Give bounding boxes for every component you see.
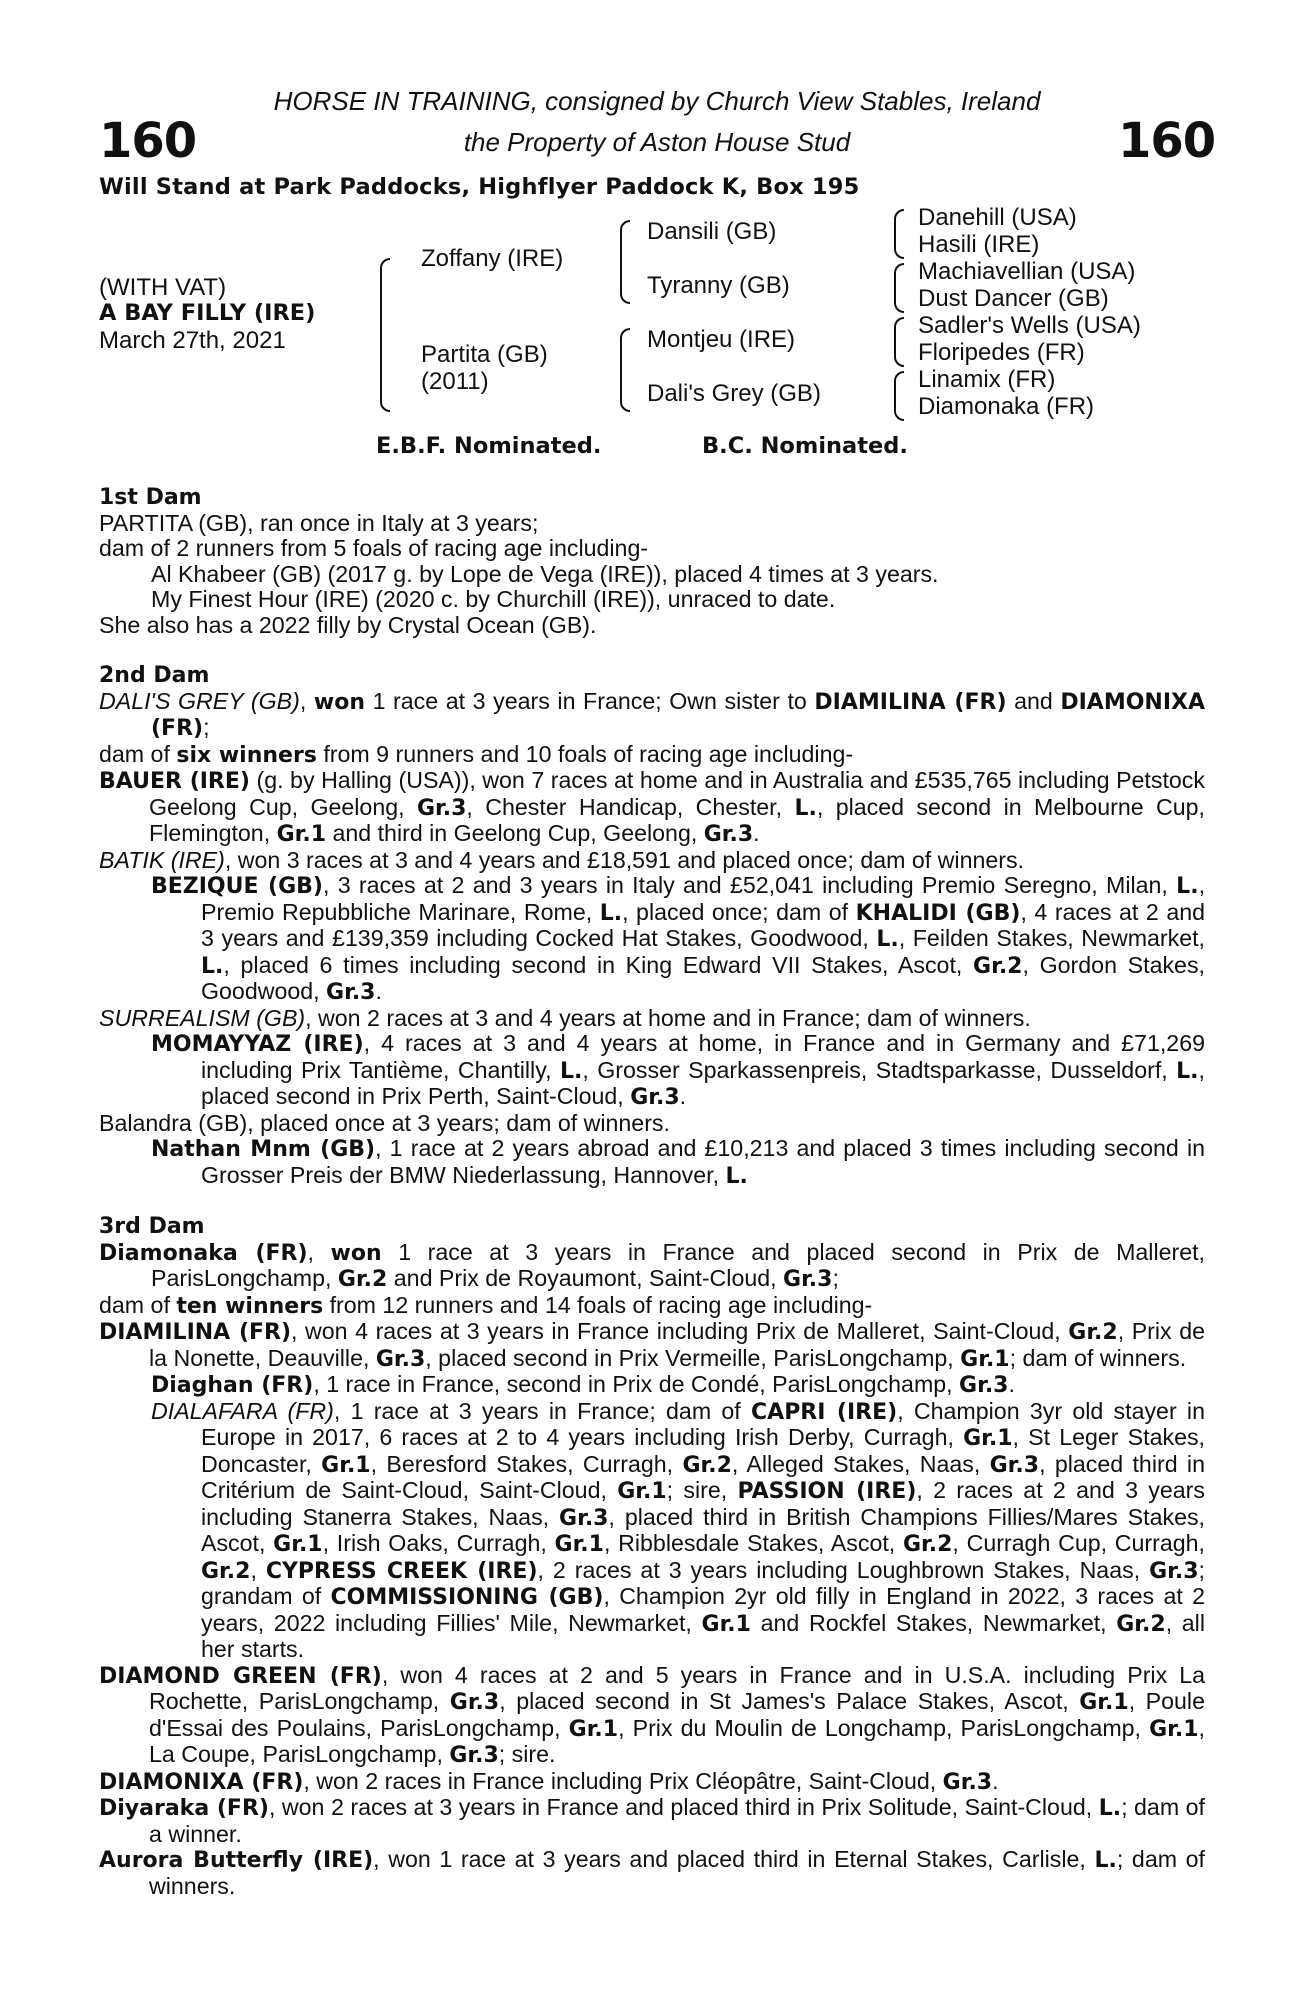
produce-diamilina: DIAMILINA (FR), won 4 races at 3 years in France including Prix de Malleret, Saint-Cloud, Gr.2, Prix de la Nonette, Deauville, Gr.3, placed second in Prix Vermeille, ParisLongchamp, Gr.1; dam of winners. — [99, 1318, 1205, 1372]
first-dam-produce-item: Al Khabeer (GB) (2017 g. by Lope de Vega (IRE)), placed 4 times at 3 years. — [151, 560, 939, 587]
pedigree-brace-g3-1 — [894, 209, 904, 259]
produce-balandra: Balandra (GB), placed once at 3 years; dam of winners. — [99, 1109, 670, 1136]
first-dam-heading: 1st Dam — [99, 485, 202, 510]
lot-number-right: 160 — [1118, 113, 1216, 169]
first-dam-produce-item: My Finest Hour (IRE) (2020 c. by Churchill (IRE)), unraced to date. — [151, 586, 836, 612]
produce-batik: BATIK (IRE), won 3 races at 3 and 4 years and £18,591 and placed once; dam of winners. — [99, 846, 1025, 873]
sire-dam: Tyranny (GB) — [647, 272, 790, 299]
third-dam-produce-summary: dam of ten winners from 12 runners and 14 foals of racing age including- — [99, 1291, 873, 1319]
lot-number-left: 160 — [99, 113, 197, 169]
ancestor-dust-dancer: Dust Dancer (GB) — [918, 285, 1109, 312]
ancestor-floripedes: Floripedes (FR) — [918, 339, 1085, 366]
dam-dam: Dali's Grey (GB) — [647, 380, 821, 407]
produce-surrealism: SURREALISM (GB), won 2 races at 3 and 4 years at home and in France; dam of winners. — [99, 1004, 1031, 1031]
consignor-line: HORSE IN TRAINING, consigned by Church View Stables, Ireland — [273, 86, 1041, 116]
ancestor-sadlers-wells: Sadler's Wells (USA) — [918, 312, 1141, 339]
third-dam-heading: 3rd Dam — [99, 1214, 205, 1239]
second-dam-produce-summary: dam of six winners from 9 runners and 10 foals of racing age including- — [99, 740, 854, 768]
pedigree-brace-gen1 — [380, 258, 390, 412]
pedigree-brace-g3-2 — [894, 263, 904, 313]
dam-name: Partita (GB) — [421, 341, 548, 368]
horse-name: A BAY FILLY (IRE) — [99, 300, 316, 326]
ebf-nomination: E.B.F. Nominated. — [376, 433, 602, 459]
produce-bezique: BEZIQUE (GB), 3 races at 2 and 3 years in Italy and £52,041 including Premio Seregno, Milan, L., Premio Repubbliche Marinare, Rome, L., placed once; dam of KHALIDI (GB), 4 races at 2 and 3 years and £139,359 including Cocked Hat Stakes, Goodwood, L., Feilden Stakes, Newmarket, L., placed 6 times including second in King Edward VII Stakes, Ascot, Gr.2, Gordon Stakes, Goodwood, Gr.3. — [151, 872, 1206, 1005]
stand-location: Will Stand at Park Paddocks, Highflyer Paddock K, Box 195 — [99, 174, 860, 200]
dam-year: (2011) — [421, 368, 489, 395]
pedigree-brace-sire — [620, 220, 630, 304]
second-dam-record: DALI'S GREY (GB), won 1 race at 3 years in France; Own sister to DIAMILINA (FR) and DIAMONIXA (FR); — [99, 687, 1206, 741]
vat-note: (WITH VAT) — [99, 274, 227, 301]
pedigree-brace-g3-3 — [894, 317, 904, 367]
sire: Zoffany (IRE) — [421, 245, 564, 272]
first-dam-produce-summary: dam of 2 runners from 5 foals of racing age including- — [99, 535, 649, 561]
produce-diamond-green: DIAMOND GREEN (FR), won 4 races at 2 and 5 years in France and in U.S.A. including Prix La Rochette, ParisLongchamp, Gr.3, placed second in St James's Palace Stakes, Ascot, Gr.1, Poule d'Essai des Poulains, ParisLongchamp, Gr.1, Prix du Moulin de Longchamp, ParisLongchamp, Gr.1, La Coupe, ParisLongchamp, Gr.3; sire. — [99, 1661, 1206, 1768]
produce-diyaraka: Diyaraka (FR), won 2 races at 3 years in France and placed third in Prix Solitude, Saint-Cloud, L.; dam of a winner. — [99, 1794, 1205, 1847]
bc-nomination: B.C. Nominated. — [702, 433, 908, 459]
first-dam-record: PARTITA (GB), ran once in Italy at 3 years; — [99, 509, 539, 536]
pedigree-brace-dam — [620, 328, 630, 412]
foaling-date: March 27th, 2021 — [99, 327, 286, 354]
produce-momayyaz: MOMAYYAZ (IRE), 4 races at 3 and 4 years at home, in France and in Germany and £71,269 including Prix Tantième, Chantilly, L., Grosser Sparkassenpreis, Stadtsparkasse, Dusseldorf, L., placed second in Prix Perth, Saint-Cloud, Gr.3. — [151, 1030, 1205, 1110]
produce-bauer: BAUER (IRE) (g. by Halling (USA)), won 7 races at home and in Australia and £535,765 including Petstock Geelong Cup, Geelong, Gr.3, Chester Handicap, Chester, L., placed second in Melbourne Cup, Flemington, Gr.1 and third in Geelong Cup, Geelong, Gr.3. — [99, 767, 1206, 847]
ancestor-diamonaka: Diamonaka (FR) — [918, 393, 1095, 420]
third-dam-record: Diamonaka (FR), won 1 race at 3 years in France and placed second in Prix de Malleret, ParisLongchamp, Gr.2 and Prix de Royaumont, Saint-Cloud, Gr.3; — [99, 1238, 1205, 1292]
produce-aurora-butterfly: Aurora Butterfly (IRE), won 1 race at 3 years and placed third in Eternal Stakes, Carlisle, L.; dam of winners. — [99, 1846, 1206, 1899]
ancestor-machiavellian: Machiavellian (USA) — [918, 258, 1136, 285]
pedigree-brace-g3-4 — [894, 371, 904, 421]
property-line: the Property of Aston House Stud — [463, 127, 851, 157]
produce-nathan-mnm: Nathan Mnm (GB), 1 race at 2 years abroad and £10,213 and placed 3 times including second in Grosser Preis der BMW Niederlassung, Hannover, L. — [151, 1135, 1205, 1189]
dam-sire: Montjeu (IRE) — [647, 326, 796, 353]
catalogue-page-body — [99, 485, 1205, 1899]
ancestor-danehill: Danehill (USA) — [918, 204, 1077, 231]
ancestor-hasili: Hasili (IRE) — [918, 231, 1040, 258]
ancestor-linamix: Linamix (FR) — [918, 366, 1056, 393]
produce-diaghan: Diaghan (FR), 1 race in France, second in Prix de Condé, ParisLongchamp, Gr.3. — [151, 1371, 1015, 1398]
sire-sire: Dansili (GB) — [647, 218, 777, 245]
produce-dialafara: DIALAFARA (FR), 1 race at 3 years in France; dam of CAPRI (IRE), Champion 3yr old stayer in Europe in 2017, 6 races at 2 to 4 years including Irish Derby, Curragh, Gr.1, St Leger Stakes, Doncaster, Gr.1, Beresford Stakes, Curragh, Gr.2, Alleged Stakes, Naas, Gr.3, placed third in Critérium de Saint-Cloud, Saint-Cloud, Gr.1; sire, PASSION (IRE), 2 races at 2 and 3 years including Stanerra Stakes, Naas, Gr.3, placed third in British Champions Fillies/Mares Stakes, Ascot, Gr.1, Irish Oaks, Curragh, Gr.1, Ribblesdale Stakes, Ascot, Gr.2, Curragh Cup, Curragh, Gr.2, CYPRESS CREEK (IRE), 2 races at 3 years including Loughbrown Stakes, Naas, Gr.3; grandam of COMMISSIONING (GB), Champion 2yr old filly in England in 2022, 3 races at 2 years, 2022 including Fillies' Mile, Newmarket, Gr.1 and Rockfel Stakes, Newmarket, Gr.2, all her starts. — [151, 1397, 1206, 1662]
produce-diamonixa: DIAMONIXA (FR), won 2 races in France including Prix Cléopâtre, Saint-Cloud, Gr.3. — [99, 1767, 999, 1795]
first-dam-note: She also has a 2022 filly by Crystal Ocean (GB). — [99, 611, 597, 638]
second-dam-heading: 2nd Dam — [99, 663, 210, 688]
